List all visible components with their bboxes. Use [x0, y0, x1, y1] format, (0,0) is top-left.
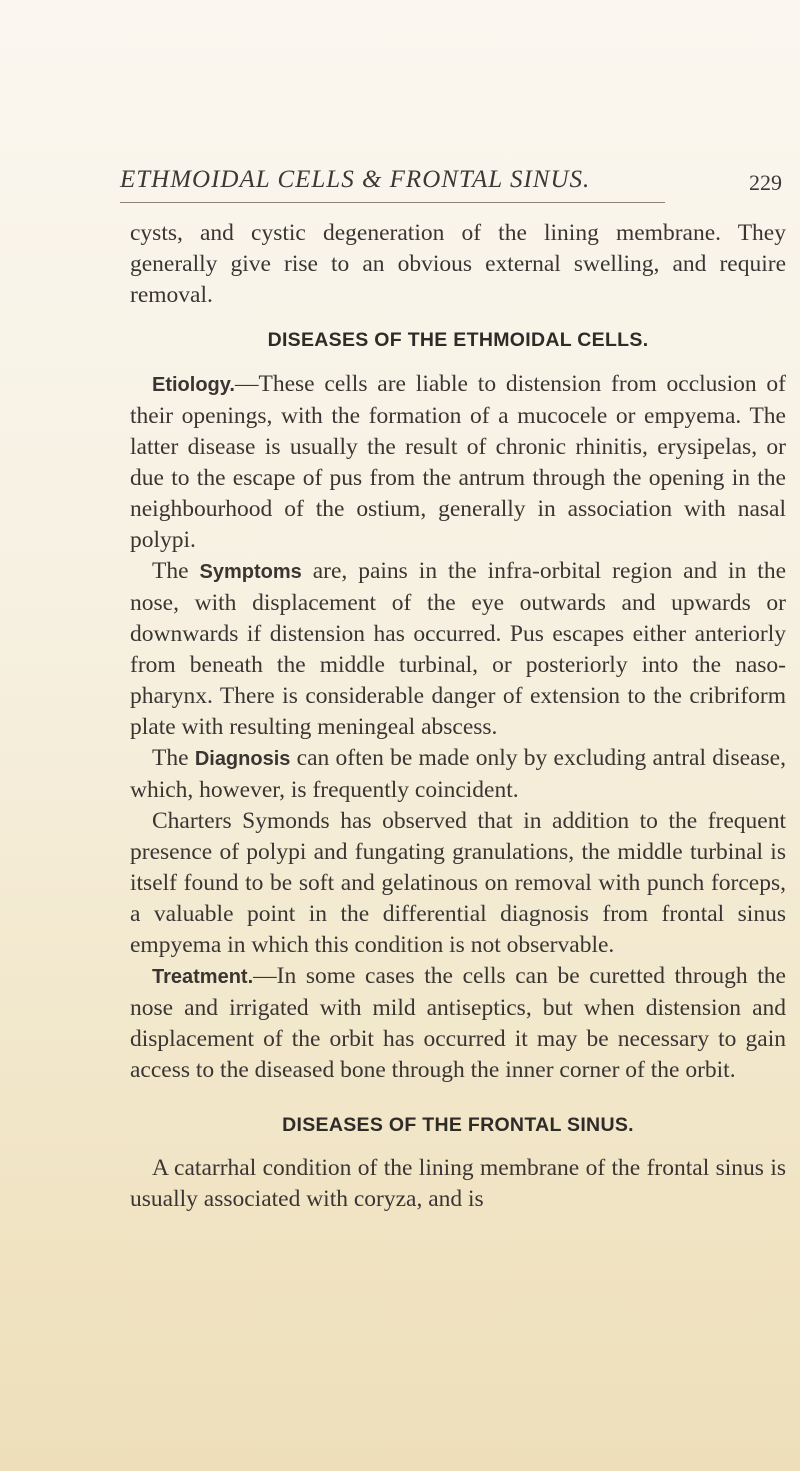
treatment-label: Treatment. [152, 966, 254, 988]
diagnosis-text: can often be made only by excluding antral disease, which, however, is frequently coincident. [130, 745, 786, 803]
symptoms-text: are, pains in the infra-orbital region and in the nose, with displacement of the eye outwards and upwards or downwards if distension has occurred. Pus escapes either anteriorly from beneath the middle turbinal, or posteriorly into the naso-pharynx. There is considerable danger of extension to the cribriform plate with resulting meningeal abscess. [130, 558, 786, 740]
frontal-paragraph: A catarrhal condition of the lining membrane of the frontal sinus is usually associated with coryza, and is [130, 1155, 786, 1212]
symptoms-lead: The [152, 558, 200, 584]
running-title: ETHMOIDAL CELLS & FRONTAL SINUS. [120, 166, 591, 193]
page-number: 229 [749, 170, 782, 195]
diagnosis-paragraph [130, 743, 786, 806]
diagnosis-lead: The [152, 745, 195, 771]
body-text [130, 218, 786, 1215]
symptoms-paragraph [130, 556, 786, 743]
symonds-paragraph: Charters Symonds has observed that in addition to the frequent presence of polypi and fungating granulations, the middle turbinal is itself found to be soft and gelatinous on removal with punch forceps, a valuable point in the differential diagnosis from frontal sinus empyema in which this condition is not observable. [130, 808, 786, 958]
frontal-section-heading: DISEASES OF THE FRONTAL SINUS. [282, 1114, 634, 1136]
treatment-text: —In some cases the cells can be curetted through the nose and irrigated with mild antiseptics, but when distension and displacement of the orbit has occurred it may be necessary to gain access to the diseased bone through the inner corner of the orbit. [130, 963, 786, 1083]
symptoms-label: Symptoms [199, 561, 302, 583]
treatment-paragraph [130, 961, 786, 1086]
header-rule [120, 202, 665, 203]
etiology-text: —These cells are liable to distension from occlusion of their openings, with the formation of a mucocele or empyema. The latter disease is usually the result of chronic rhinitis, erysipelas, or due to the escape of pus from the antrum through the opening in the neighbourhood of the ostium, generally in association with nasal polypi. [130, 371, 786, 553]
ethmoidal-section-heading: DISEASES OF THE ETHMOIDAL CELLS. [267, 329, 649, 351]
diagnosis-label: Diagnosis [194, 748, 291, 770]
etiology-label: Etiology. [152, 374, 235, 396]
continuation-paragraph: cysts, and cystic degeneration of the lining membrane. They generally give rise to an obvious external swelling, and require removal. [130, 220, 786, 308]
running-head [120, 166, 782, 206]
etiology-paragraph [130, 369, 786, 556]
